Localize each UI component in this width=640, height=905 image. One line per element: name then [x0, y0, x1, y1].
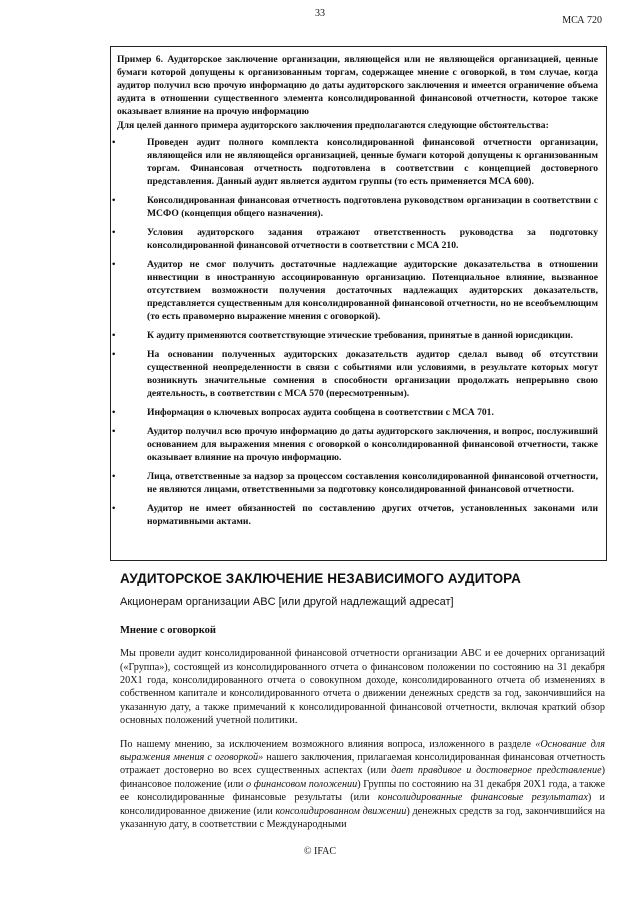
example-box	[110, 46, 607, 561]
list-item-text: Лица, ответственные за надзор за процессом составления консолидированной финансовой отчетности, не являются лицами, ответственными за подготовку консолидированной финансовой отчетности.	[147, 471, 598, 495]
report-paragraph-1: Мы провели аудит консолидированной финансовой отчетности организации ABC и ее дочерних организаций («Группа»), состоящей из консолидированного отчета о финансовом положении по состоянию на 31 декабря 20X1 года, консолидированного отчета о совокупном доходе, консолидированного отчета об изменениях в собственном капитале и консолидированного отчета о движении денежных средств за год, закончившийся на указанную дату, а также примечаний к консолидированной финансовой отчетности, включая краткий обзор основных положений учетной политики.	[120, 648, 605, 727]
list-item-text: Консолидированная финансовая отчетность подготовлена руководством организации в соответствии с МСФО (концепция общего назначения).	[147, 195, 598, 219]
report-paragraph-2	[120, 738, 605, 832]
report-heading: АУДИТОРСКОЕ ЗАКЛЮЧЕНИЕ НЕЗАВИСИМОГО АУДИТОРА	[120, 571, 521, 586]
bullet-icon: •	[112, 503, 116, 514]
example-title: Пример 6. Аудиторское заключение организации, являющейся или не являющейся организацией, ценные бумаги которой допущены к организованным торгам, содержащее мнение с оговоркой, в том случае, когда аудитор получил всю прочую информацию до даты аудиторского заключения и имеется ограничение объема аудита в отношении существенного элемента консолидированной финансовой отчетности, которое также оказывает влияние на прочую информацию	[117, 54, 598, 117]
list-item	[112, 258, 598, 323]
bullet-icon: •	[112, 471, 116, 482]
bullet-icon: •	[112, 137, 116, 148]
bullet-icon: •	[112, 426, 116, 437]
list-item-text: Аудитор получил всю прочую информацию до даты аудиторского заключения, и вопрос, послуживший основанием для выражения мнения с оговоркой о консолидированной финансовой отчетности, также оказывает влияние на прочую информацию.	[147, 426, 598, 463]
text-run: нашего заключения, прилагаемая консолидированная финансовая отчетность отражает достоверно во всех существенных аспектах (или	[120, 752, 605, 777]
list-item-text: Аудитор не имеет обязанностей по составлению других отчетов, установленных законами или нормативными актами.	[147, 503, 598, 527]
list-item	[112, 329, 598, 342]
report-addressee: Акционерам организации ABC [или другой надлежащий адресат]	[120, 596, 454, 609]
bullet-icon: •	[112, 227, 116, 238]
list-item	[112, 425, 598, 464]
circumstances-list	[112, 136, 598, 528]
bullet-icon: •	[112, 330, 116, 341]
standard-code: МСА 720	[562, 15, 602, 26]
page-number: 33	[315, 8, 325, 19]
list-item	[112, 502, 598, 528]
bullet-icon: •	[112, 195, 116, 206]
list-item-text: На основании полученных аудиторских доказательств аудитор сделал вывод об отсутствии существенной неопределенности в связи с событиями или условиями, в результате которых могут возникнуть значительные сомнения в способности организации продолжать непрерывно свою деятельность, в соответствии с МСА 570 (пересмотренным).	[147, 349, 598, 399]
text-run: По нашему мнению, за исключением возможного влияния вопроса, изложенного в разделе	[120, 738, 536, 750]
footer-copyright: © IFAC	[303, 846, 337, 857]
list-item	[112, 406, 598, 419]
example-intro: Для целей данного примера аудиторского заключения предполагаются следующие обстоятельства:	[117, 120, 549, 131]
bullet-icon: •	[112, 349, 116, 360]
list-item-text: К аудиту применяются соответствующие этические требования, принятые в данной юрисдикции.	[147, 330, 573, 341]
list-item	[112, 136, 598, 188]
list-item	[112, 348, 598, 400]
italic-text-run: о финансовом положении	[246, 778, 358, 790]
list-item	[112, 226, 598, 252]
italic-text-run: консолидированном движении	[275, 805, 407, 817]
list-item	[112, 194, 598, 220]
italic-text-run: «Основание для выражения мнения с оговоркой»	[120, 738, 605, 764]
text-run: ) денежных средств за год, закончившийся на указанную дату, в соответствии с Международными	[120, 805, 605, 831]
text-run: ) и консолидированное движение (или	[120, 792, 605, 817]
text-run: ) Группы по состоянию на 31 декабря 20X1 года, а также ее консолидированные финансовые результаты (или	[120, 778, 605, 804]
list-item-text: Информация о ключевых вопросах аудита сообщена в соответствии с МСА 701.	[147, 407, 494, 418]
report-body	[120, 572, 605, 842]
text-run: ) финансовое положение (или	[120, 765, 606, 790]
list-item	[112, 470, 598, 496]
italic-text-run: консолидированные финансовые результатах	[377, 792, 588, 804]
italic-text-run: дает правдивое и достоверное представление	[391, 765, 602, 777]
list-item-text: Условия аудиторского задания отражают ответственность руководства за подготовку консолидированной финансовой отчетности в соответствии с МСА 210.	[147, 227, 598, 251]
qualified-opinion-heading: Мнение с оговоркой	[120, 624, 216, 636]
list-item-text: Аудитор не смог получить достаточные надлежащие аудиторские доказательства в отношении инвестиции в иностранную ассоциированную организацию. Потенциальное влияние, вызванное отсутствием возможности получения достаточных надлежащих аудиторских доказательств, представляется существенным для консолидированной финансовой отчетности, но не всеобъемлющим (то есть правомерно выражение мнения с оговоркой).	[147, 259, 598, 322]
bullet-icon: •	[112, 407, 116, 418]
list-item-text: Проведен аудит полного комплекта консолидированной финансовой отчетности организации, являющейся или не являющейся организацией, ценные бумаги которой допущены к организованным торгам. Финансовая отчетность подготовлена в соответствии с концепцией достоверного представления. Данный аудит является аудитом группы (то есть применяется МСА 600).	[147, 137, 598, 187]
bullet-icon: •	[112, 259, 116, 270]
